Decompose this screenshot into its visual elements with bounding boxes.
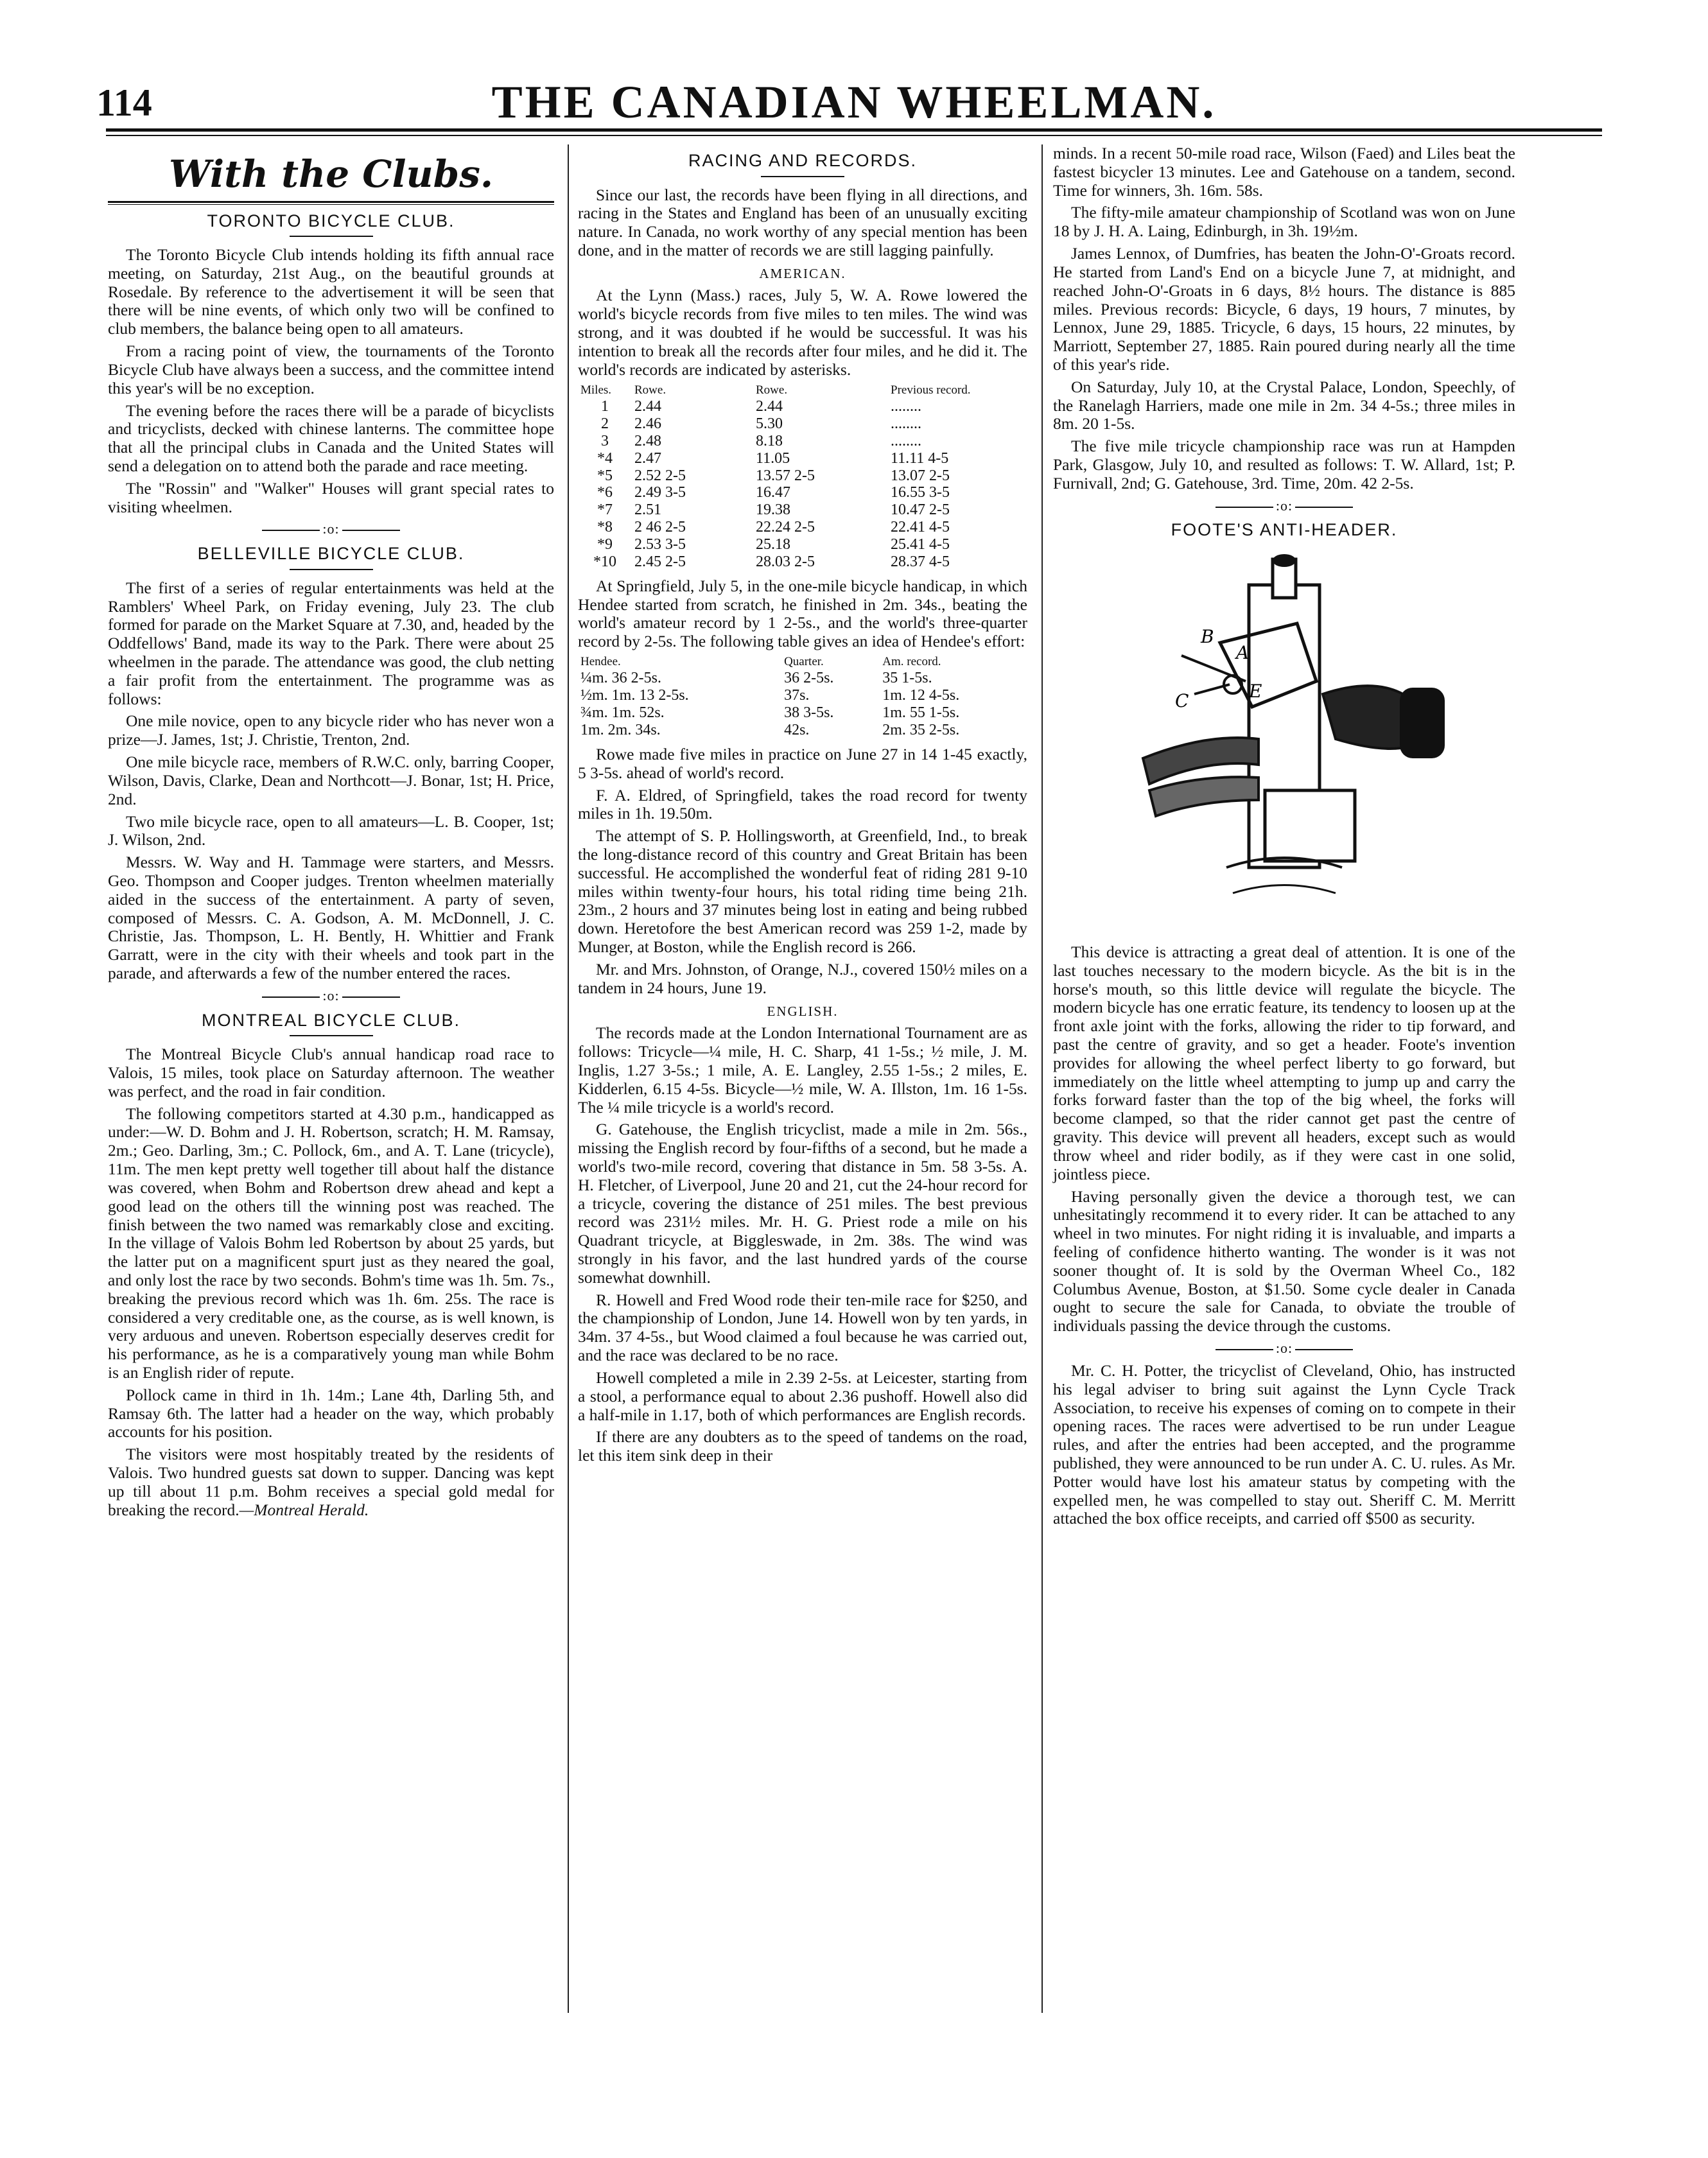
table-row: ½m. 1m. 13 2-5s. 37s. 1m. 12 4-5s.	[580, 687, 960, 704]
section-divider: :o:	[108, 988, 554, 1004]
masthead-title: THE CANADIAN WHEELMAN.	[491, 76, 1217, 128]
foote-anti-header-title: FOOTE'S ANTI-HEADER.	[1171, 520, 1398, 540]
article-paragraph: Messrs. W. Way and H. Tammage were starters, and Messrs. Geo. Thompson and Cooper judges. Trenton wheelmen materially aided in the success of the entertainment. A party of seven, composed of Messrs. C. A. Godson, A. M. McDonnell, J. C. Christie, Jas. Thompson, L. H. Bently, H. Whittier and Frank Garratt, were in the city with their wheels and took part in the parade, and afterwards a few of the number entered the races.	[108, 853, 554, 983]
source-signature: —Montreal Herald.	[239, 1500, 369, 1519]
header-rule-thin	[106, 135, 1602, 136]
figure-label: B	[1201, 625, 1214, 647]
table-header: Rowe.	[634, 383, 667, 397]
article-paragraph: The fifty-mile amateur championship of Scotland was won on June 18 by J. H. A. Laing, Edinburgh, in 3h. 19½m.	[1053, 203, 1515, 241]
article-paragraph: On Saturday, July 10, at the Crystal Palace, London, Speechly, of the Ranelagh Harriers, made one mile in 2m. 34 4-5s.; three miles in 8m. 20 1-5s.	[1053, 377, 1515, 433]
article-paragraph: The attempt of S. P. Hollingsworth, at Greenfield, Ind., to break the long-distance record of this country and Great Britain has been successful. He accomplished the wonderful feat of riding 281 9-10 miles within twenty-four hours, his total riding time being 21h. 23m., 2 hours and 37 minutes being lost in eating and being rubbed down. Heretofore the best American record was 259 1-2, made by Munger, at Boston, while the English record is 266.	[578, 826, 1027, 957]
racing-records-title: RACING AND RECORDS.	[578, 151, 1027, 177]
article-paragraph: James Lennox, of Dumfries, has beaten the John-O'-Groats record. He started from Land's End on a bicycle June 7, at midnight, and reached John-O'-Groats in 6 days, 8½ hours. The distance is 885 miles. Previous records: Bicycle, 6 days, 19 hours, 7 minutes, by Lennox, June 29, 1885. Tricycle, 6 days, 15 hours, 22 minutes, by Marriott, September 27, 1885. Rain poured during nearly all the time of this year's ride.	[1053, 244, 1515, 374]
article-paragraph: Pollock came in third in 1h. 14m.; Lane 4th, Darling 5th, and Ramsay 6th. The latter had a header on the way, which probably accounts for his position.	[108, 1385, 554, 1441]
table-header: Rowe.	[756, 383, 788, 397]
table-row: *9 2.53 3-5 25.18 25.41 4-5	[597, 536, 950, 553]
section-divider: :o:	[108, 521, 554, 537]
figure-label: E	[1249, 680, 1262, 702]
article-paragraph: This device is attracting a great deal of attention. It is one of the last touches necessary to the modern bicycle. As the bit is in the horse's mouth, so this little device will regulate the bicycle. The modern bicycle has one erratic feature, its tendency to loosen up at the front axle joint with the forks, allowing the rider to tip forward, and past the centre of gravity, and so get a header. Foote's invention provides for allowing the wheel perfect liberty to go forward, but immediately on the little wheel attempting to jump up and carry the forks forward faster than the top of the big wheel, the forks will become clamped, so that the rider cannot get past the centre of gravity. This device will prevent all headers, except such as would throw wheel and rider bodily, as if they were cast in one solid, jointless piece.	[1053, 942, 1515, 1183]
article-paragraph: The Montreal Bicycle Club's annual handicap road race to Valois, 15 miles, took place on Saturday afternoon. The weather was perfect, and the road in fair condition.	[108, 1045, 554, 1101]
header-rule	[106, 128, 1602, 132]
toronto-club-title: TORONTO BICYCLE CLUB.	[108, 211, 554, 238]
table-header: Previous record.	[891, 383, 971, 397]
table-row: 2 2.46 5.30 ........	[601, 415, 921, 432]
article-paragraph: One mile novice, open to any bicycle rider who has never won a prize—J. James, 1st; J. Christie, Trenton, 2nd.	[108, 711, 554, 749]
table-header: Hendee.	[580, 655, 621, 668]
article-paragraph: The five mile tricycle championship race was run at Hampden Park, Glasgow, July 10, and resulted as follows: T. W. Allard, 1st; P. Furnivall, 2nd; G. Gatehouse, 3rd. Time, 20m. 42 2-5s.	[1053, 437, 1515, 492]
article-paragraph: From a racing point of view, the tournaments of the Toronto Bicycle Club have always been a success, and the committee intend this year's will be no exception.	[108, 342, 554, 397]
article-paragraph: The records made at the London International Tournament are as follows: Tricycle—¼ mile, H. C. Sharp, 41 1-5s.; ½ mile, J. M. Inglis, 1.27 3-5s.; 1 mile, A. E. Langley, 2.55 1-5s.; 2 miles, E. Kidderlen, 6.15 4-5s. Bicycle—½ mile, W. A. Illston, 1m. 16 1-5s. The ¼ mile tricycle is a world's record.	[578, 1023, 1027, 1117]
table-header-row	[578, 655, 1027, 670]
article-paragraph: Mr. C. H. Potter, the tricyclist of Cleveland, Ohio, has instructed his legal adviser to bring suit against the Lynn Cycle Track Association, to receive his expenses of coming on to compete in their opening races. The races were advertised to be run under League rules, and after the entries had been accepted, and the programme published, they were announced to be run under A. C. U. rules. As Mr. Potter would have lost his amateur status by competing with the expelled men, he was compelled to stay out. Sheriff C. M. Merritt attached the box office receipts, and carried off $500 as security.	[1053, 1361, 1515, 1528]
article-paragraph: One mile bicycle race, members of R.W.C. only, barring Cooper, Wilson, Davis, Clarke, Dean and Northcott—J. Bonar, 1st; H. Price, 2nd.	[108, 753, 554, 808]
article-paragraph: G. Gatehouse, the English tricyclist, made a mile in 2m. 56s., missing the English record by four-fifths of a second, but he made a world's two-mile record, covering that distance in 5m. 58 3-5s. A. H. Fletcher, of Liverpool, June 20 and 21, cut the 24-hour record for a tricycle, covering the distance of 251 miles. The best previous record was 231½ miles. Mr. H. G. Priest rode a mile on his Quadrant tricycle, at Biggleswade, in 2m. 38s. The wind was strongly in his favor, and the last hundred yards of the course somewhat downhill.	[578, 1120, 1027, 1287]
article-paragraph: Having personally given the device a thorough test, we can unhesitatingly recommend it to every rider. It can be attached to any wheel in two minutes. For night riding it is invaluable, and imparts a feeling of confidence hitherto wanting. The wonder is it was not sooner thought of. It is sold by the Overman Wheel Co., 182 Columbus Avenue, Boston, at $1.50. Some cycle dealer in Canada ought to secure the sale for Canada, to obviate the trouble of individuals passing the device through the customs.	[1053, 1187, 1515, 1336]
article-paragraph: The following competitors started at 4.30 p.m., handicapped as under:—W. D. Bohm and J. H. Robertson, scratch; H. M. Ramsay, 2m.; Geo. Darling, 3m.; C. Pollock, 6m., and A. T. Lane (tricycle), 11m. The men kept pretty well together till about half the distance was covered, when Bohm and Robertson drew ahead and kept a good lead on the others till the winning post was reached. The finish between the two named was remarkably close and exciting. In the village of Valois Bohm led Robertson by about 25 yards, but the latter put on a magnificent spurt just as they neared the goal, and only lost the race by two seconds. Bohm's time was 1h. 5m. 7s., breaking the previous record which was 1h. 6m. 25s. The race is considered a very creditable one, as the course, as is well known, is very arduous and uneven. Robertson especially deserves credit for his performance, as he is a comparatively young man while Bohm is an English rider of repute.	[108, 1104, 554, 1382]
table-row: *7 2.51 19.38 10.47 2-5	[597, 501, 950, 519]
section-divider: :o:	[1053, 1341, 1515, 1357]
figure-label: A	[1236, 641, 1250, 663]
section-divider: :o:	[1053, 498, 1515, 514]
table-header: Miles.	[580, 383, 612, 397]
rowe-records-table	[578, 383, 1027, 571]
table-row: ¾m. 1m. 52s. 38 3-5s. 1m. 55 1-5s.	[580, 704, 960, 722]
table-header-row	[578, 383, 1027, 398]
hendee-records-table	[578, 655, 1027, 739]
table-row: 1 2.44 2.44 ........	[601, 398, 921, 415]
montreal-club-title: MONTREAL BICYCLE CLUB.	[108, 1011, 554, 1037]
anti-header-illustration	[1104, 546, 1464, 932]
article-paragraph: If there are any doubters as to the speed of tandems on the road, let this item sink deep in their	[578, 1427, 1027, 1465]
article-paragraph: The visitors were most hospitably treated by the residents of Valois. Two hundred guests sat down to supper. Dancing was kept up till about 11 p.m. Bohm receives a special gold medal for breaking the record.—Montreal Herald.	[108, 1445, 554, 1519]
article-paragraph: Rowe made five miles in practice on June 27 in 14 1-45 exactly, 5 3-5s. ahead of world's record.	[578, 744, 1027, 782]
column-rule	[1041, 144, 1043, 2013]
table-header: Quarter.	[784, 655, 824, 668]
article-paragraph: Two mile bicycle race, open to all amateurs—L. B. Cooper, 1st; J. Wilson, 2nd.	[108, 812, 554, 849]
article-paragraph: R. Howell and Fred Wood rode their ten-mile race for $250, and the championship of London, June 14. Howell won by ten yards, in 34m. 37 4-5s., but Wood claimed a foul because he was carried out, and the race was declared to be no race.	[578, 1290, 1027, 1365]
heading-rule-thin	[108, 204, 554, 205]
section-heading-clubs: With the Clubs.	[168, 152, 494, 196]
page-number: 114	[96, 82, 152, 124]
article-paragraph: Mr. and Mrs. Johnston, of Orange, N.J., covered 150½ miles on a tandem in 24 hours, June 19.	[578, 959, 1027, 997]
article-paragraph: At the Lynn (Mass.) races, July 5, W. A. Rowe lowered the world's bicycle records from five miles to ten miles. The wind was strong, and it was doubted if he would be successful. It was his intention to break all the records after four miles, and he did it. The world's records are indicated by asterisks.	[578, 286, 1027, 379]
table-header: Am. record.	[882, 655, 941, 668]
article-paragraph: At Springfield, July 5, in the one-mile bicycle handicap, in which Hendee started from scratch, he finished in 2m. 34s., beating the world's amateur record by 1 2-5s., and the world's three-quarter record by 2-5s. The following table gives an idea of Hendee's effort:	[578, 576, 1027, 651]
table-row: 3 2.48 8.18 ........	[601, 432, 921, 449]
article-paragraph: The evening before the races there will be a parade of bicyclists and tricyclists, decked with chinese lanterns. The committee hope that all the principal clubs in Canada and the United States will send a delegation on to attend both the parade and race meeting.	[108, 401, 554, 475]
article-paragraph: The first of a series of regular entertainments was held at the Ramblers' Wheel Park, on Friday evening, July 23. The club formed for parade on the Market Square at 7.30, and, headed by the Oddfellows' Band, made its way to the Park. There were about 25 wheelmen in the parade. The attendance was good, the club netting a fair profit from the entertainment. The programme was as follows:	[108, 578, 554, 708]
column-1	[108, 144, 554, 1524]
article-paragraph: F. A. Eldred, of Springfield, takes the road record for twenty miles in 1h. 19.50m.	[578, 785, 1027, 823]
figure-label: C	[1175, 690, 1189, 711]
table-row: *10 2.45 2-5 28.03 2-5 28.37 4-5	[593, 553, 950, 570]
table-row: ¼m. 36 2-5s. 36 2-5s. 35 1-5s.	[580, 670, 932, 687]
table-row: *8 2 46 2-5 22.24 2-5 22.41 4-5	[597, 519, 950, 536]
table-row: 1m. 2m. 34s. 42s. 2m. 35 2-5s.	[580, 722, 960, 739]
article-paragraph: Since our last, the records have been flying in all directions, and racing in the States and England has been of an unusually exciting nature. In Canada, no work worthy of any special mention has been done, and in the matter of records we are still lagging painfully.	[578, 185, 1027, 259]
article-paragraph: The "Rossin" and "Walker" Houses will grant special rates to visiting wheelmen.	[108, 478, 554, 516]
article-paragraph: The Toronto Bicycle Club intends holding its fifth annual race meeting, on Saturday, 21st Aug., on the beautiful grounds at Rosedale. By reference to the advertisement it will be seen that there will be nine events, of which only two will be confined to club members, the balance being open to all amateurs.	[108, 245, 554, 338]
american-subhead: AMERICAN.	[759, 265, 846, 281]
column-3	[1053, 144, 1515, 1532]
heading-rule	[108, 201, 554, 203]
article-paragraph: minds. In a recent 50-mile road race, Wilson (Faed) and Liles beat the fastest bicycler 13 minutes. Lee and Gatehouse on a tandem, second. Time for winners, 3h. 16m. 58s.	[1053, 144, 1515, 200]
table-row: *4 2.47 11.05 11.11 4-5	[597, 449, 949, 467]
belleville-club-title: BELLEVILLE BICYCLE CLUB.	[108, 544, 554, 570]
table-row: *5 2.52 2-5 13.57 2-5 13.07 2-5	[597, 467, 950, 484]
table-row: *6 2.49 3-5 16.47 16.55 3-5	[597, 484, 950, 501]
article-paragraph: Howell completed a mile in 2.39 2-5s. at Leicester, starting from a stool, a performance equal to about 2.36 pushoff. Howell also did a half-mile in 1.17, both of which performances are English records.	[578, 1368, 1027, 1424]
column-rule	[568, 144, 569, 2013]
column-2	[578, 144, 1027, 1469]
english-subhead: ENGLISH.	[767, 1003, 839, 1019]
